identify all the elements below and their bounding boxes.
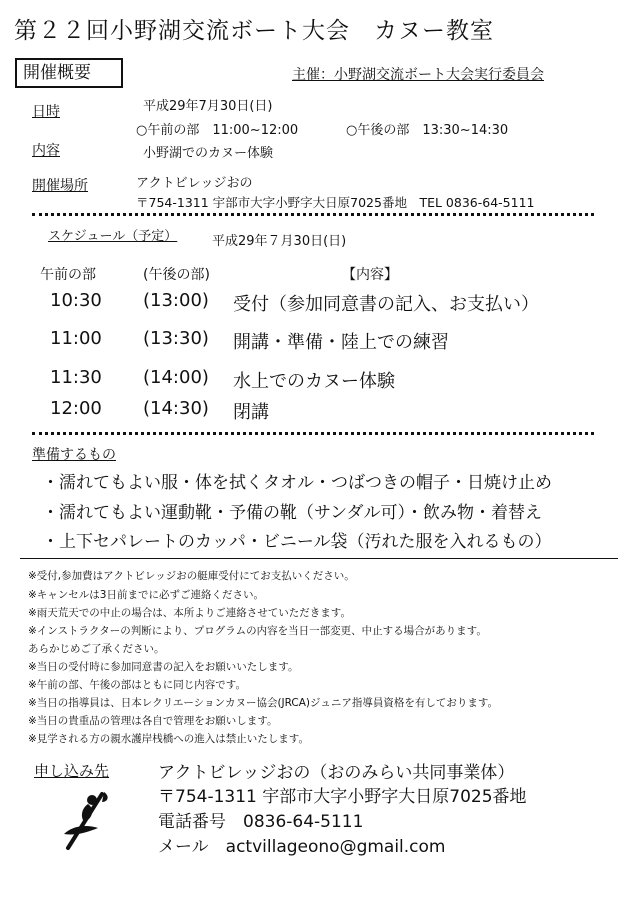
schedule-am-time: 11:00 xyxy=(50,328,102,349)
schedule-col-am: 午前の部 xyxy=(40,267,96,283)
items-label: 準備するもの xyxy=(32,447,116,463)
schedule-row xyxy=(0,328,636,358)
venue-label: 開催場所 xyxy=(32,178,88,194)
schedule-date: 平成29年７月30日(日) xyxy=(212,234,347,249)
note-line: ※午前の部、午後の部はともに同じ内容です。 xyxy=(28,679,246,691)
items-line: ・濡れてもよい服・体を拭くタオル・つばつきの帽子・日焼け止め xyxy=(42,473,552,493)
schedule-col-content: 【内容】 xyxy=(342,267,398,283)
schedule-row xyxy=(0,290,636,320)
schedule-pm-time: (13:30) xyxy=(143,328,209,349)
items-line: ・濡れてもよい運動靴・予備の靴（サンダル可）・飲み物・着替え xyxy=(42,503,542,523)
schedule-row xyxy=(0,398,636,428)
schedule-desc: 閉講 xyxy=(233,402,269,423)
venue-address: 〒754-1311 宇部市大字小野字大日原7025番地 TEL 0836-64-5111 xyxy=(136,195,535,210)
schedule-pm-time: (14:00) xyxy=(143,367,209,388)
solid-divider xyxy=(20,558,618,559)
note-line: ※当日の指導員は、日本レクリエーションカヌー協会(JRCA)ジュニア指導員資格を有しております。 xyxy=(28,697,498,709)
schedule-pm-time: (13:00) xyxy=(143,290,209,311)
contact-phone: 電話番号 0836-64-5111 xyxy=(158,812,364,832)
date-value: 平成29年7月30日(日) xyxy=(143,99,273,114)
schedule-am-time: 11:30 xyxy=(50,367,102,388)
contact-label: 申し込み先 xyxy=(34,762,110,780)
note-line: ※見学される方の親水護岸桟橋への進入は禁止いたします。 xyxy=(28,733,309,745)
note-line: ※当日の貴重品の管理は各自で管理をお願いします。 xyxy=(28,715,278,727)
content-label: 内容 xyxy=(32,143,60,159)
page-title: 第２２回小野湖交流ボート大会 カヌー教室 xyxy=(14,18,494,44)
schedule-pm-time: (14:30) xyxy=(143,398,209,419)
note-line: ※当日の受付時に参加同意書の記入をお願いいたします。 xyxy=(28,661,299,673)
contact-name: アクトビレッジおの（おのみらい共同事業体） xyxy=(158,763,515,783)
overview-box-label: 開催概要 xyxy=(15,58,123,88)
time-am: ○午前の部 11:00~12:00 xyxy=(136,123,299,138)
contact-email: メール actvillageono@gmail.com xyxy=(158,837,446,857)
items-line: ・上下セパレートのカッパ・ビニール袋（汚れた服を入れるもの） xyxy=(42,532,552,552)
organizer: 主催：小野湖交流ボート大会実行委員会 xyxy=(292,67,544,83)
note-line: ※雨天荒天での中止の場合は、本所よりご連絡させていただきます。 xyxy=(28,607,351,619)
schedule-am-time: 10:30 xyxy=(50,290,102,311)
schedule-label: スケジュール（予定） xyxy=(48,229,178,244)
contact-address: 〒754-1311 宇部市大字小野字大日原7025番地 xyxy=(158,787,527,807)
note-line: あらかじめご了承ください。 xyxy=(28,643,165,655)
schedule-am-time: 12:00 xyxy=(50,398,102,419)
schedule-desc: 開講・準備・陸上での練習 xyxy=(233,332,449,353)
schedule-row xyxy=(0,367,636,397)
venue-name: アクトビレッジおの xyxy=(136,176,253,191)
schedule-col-pm: (午後の部) xyxy=(143,267,210,283)
schedule-desc: 水上でのカヌー体験 xyxy=(233,371,395,392)
schedule-desc: 受付（参加同意書の記入、お支払い） xyxy=(233,294,539,315)
time-pm: ○午後の部 13:30~14:30 xyxy=(346,123,509,138)
dotted-divider xyxy=(32,213,594,216)
content-value: 小野湖でのカヌー体験 xyxy=(143,146,274,161)
date-label: 日時 xyxy=(32,104,60,120)
note-line: ※キャンセルは3日前までに必ずご連絡ください。 xyxy=(28,589,264,601)
note-line: ※インストラクターの判断により、プログラムの内容を当日一部変更、中止する場合があります。 xyxy=(28,625,487,637)
dotted-divider xyxy=(32,432,594,435)
note-line: ※受付,参加費はアクトビレッジおの艇庫受付にてお支払いください。 xyxy=(28,570,355,582)
canoe-paddler-icon xyxy=(58,790,116,852)
